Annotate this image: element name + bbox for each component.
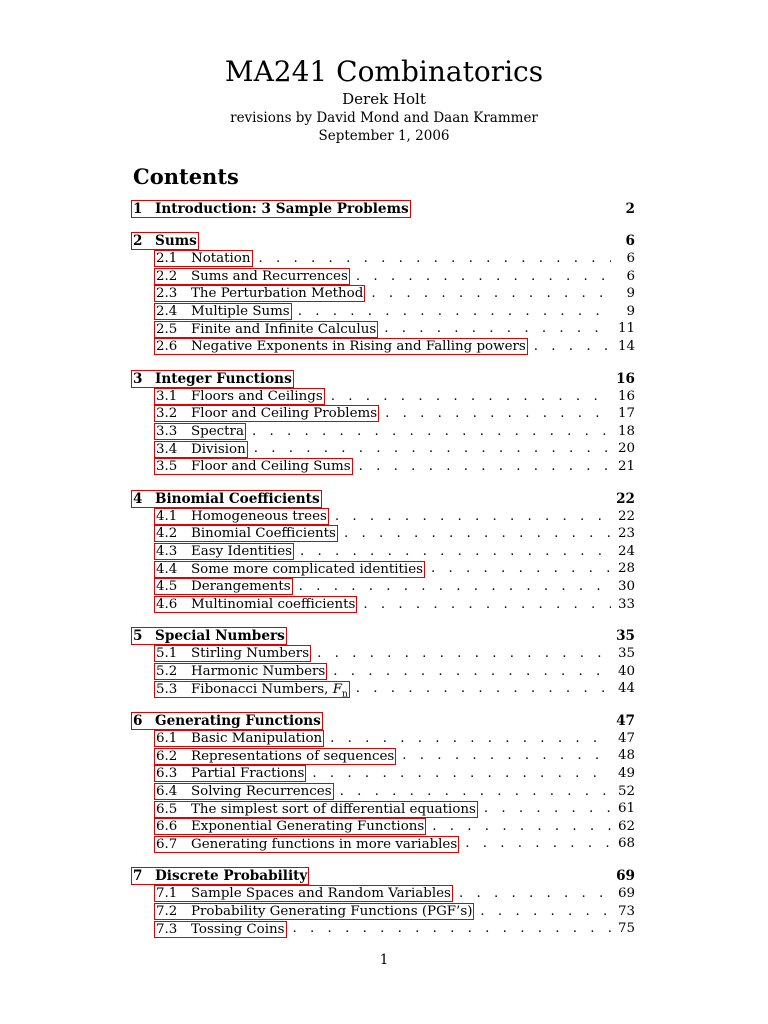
toc-subsection-page: 16 xyxy=(617,388,635,404)
toc-subsection-title: Floor and Ceiling Sums xyxy=(191,459,351,475)
dot-leader xyxy=(480,903,611,921)
toc-subsection-number: 6.6 xyxy=(156,819,178,835)
toc-subsection-row xyxy=(131,440,635,458)
dot-leader xyxy=(254,440,611,458)
toc-subsection-page: 9 xyxy=(626,303,635,319)
document-author: Derek Holt xyxy=(342,90,426,108)
toc-section-page: 6 xyxy=(625,233,635,249)
toc-subsection-row xyxy=(131,423,635,441)
toc-subsection-title: Negative Exponents in Rising and Falling powers xyxy=(191,339,526,355)
toc-subsection-title: Stirling Numbers xyxy=(191,646,310,662)
toc-section-title: Special Numbers xyxy=(155,628,285,645)
toc-subsection-number: 3.1 xyxy=(156,388,178,404)
toc-subsection-link[interactable] xyxy=(154,885,453,902)
toc-subsection-row xyxy=(131,303,635,321)
toc-subsection-link[interactable] xyxy=(154,783,334,800)
toc-subsection-number: 3.5 xyxy=(156,459,178,475)
toc-subsection-row xyxy=(131,268,635,286)
toc-subsection-row xyxy=(131,680,635,698)
dot-leader xyxy=(459,885,611,903)
toc-section-number: 5 xyxy=(133,628,143,645)
dot-leader xyxy=(252,423,611,441)
dot-leader xyxy=(333,663,611,681)
toc-subsection-title: Finite and Infinite Calculus xyxy=(191,321,377,337)
toc-subsection-link[interactable] xyxy=(154,765,306,782)
toc-subsection-page: 52 xyxy=(617,783,635,799)
toc-subsection-row xyxy=(131,903,635,921)
toc-subsection-page: 21 xyxy=(617,458,635,474)
toc-subsection-link[interactable] xyxy=(154,268,350,285)
toc-subsection-number: 3.3 xyxy=(156,424,178,440)
toc-subsection-number: 2.5 xyxy=(156,321,178,337)
toc-section-title: Introduction: 3 Sample Problems xyxy=(155,201,409,217)
toc-subsection-page: 18 xyxy=(617,423,635,439)
toc-subsection-number: 3.4 xyxy=(156,441,178,457)
dot-leader xyxy=(465,835,611,853)
toc-subsection-title: Floors and Ceilings xyxy=(191,388,323,404)
toc-subsection-link[interactable] xyxy=(154,303,292,320)
document-date: September 1, 2006 xyxy=(318,128,450,144)
toc-subsection-page: 75 xyxy=(617,921,635,937)
toc-subsection-row xyxy=(131,645,635,663)
toc-section-row xyxy=(131,627,635,645)
toc-subsection-row xyxy=(131,920,635,938)
toc-section-page: 2 xyxy=(625,201,635,217)
toc-subsection-title: Exponential Generating Functions xyxy=(191,819,425,835)
toc-section-title: Discrete Probability xyxy=(155,868,308,885)
dot-leader xyxy=(317,645,611,663)
toc-subsection-row xyxy=(131,885,635,903)
toc-subsection-title: Representations of sequences xyxy=(191,748,395,764)
dot-leader xyxy=(344,525,611,543)
toc-subsection-link[interactable] xyxy=(154,338,528,355)
toc-subsection-row xyxy=(131,663,635,681)
dot-leader xyxy=(363,596,611,614)
toc-section-number: 6 xyxy=(133,712,143,729)
toc-subsection-link[interactable] xyxy=(154,285,365,302)
toc-subsection-page: 14 xyxy=(617,338,635,354)
toc-section-title: Binomial Coefficients xyxy=(155,490,320,507)
toc-section-page: 47 xyxy=(616,712,635,729)
toc-subsection-page: 35 xyxy=(617,646,635,662)
toc-subsection-page: 44 xyxy=(617,681,635,697)
toc-section-link[interactable] xyxy=(131,200,411,218)
toc-section-link[interactable] xyxy=(131,712,323,730)
toc-subsection-number: 6.1 xyxy=(156,731,178,747)
toc-subsection-number: 7.1 xyxy=(156,886,178,902)
toc-subsection-link[interactable] xyxy=(154,663,327,680)
toc-subsection-number: 2.1 xyxy=(156,251,178,267)
toc-subsection-page: 28 xyxy=(617,561,635,577)
math-subscript: n xyxy=(341,689,348,698)
toc-subsection-title: Fibonacci Numbers, xyxy=(191,681,333,697)
toc-section-number: 7 xyxy=(133,868,143,885)
toc-subsection-number: 2.3 xyxy=(156,286,178,302)
toc-subsection-page: 24 xyxy=(617,543,635,559)
toc-section xyxy=(131,712,635,853)
toc-subsection-page: 62 xyxy=(617,818,635,834)
dot-leader xyxy=(331,388,611,406)
toc-subsection-page: 49 xyxy=(617,766,635,782)
toc-subsection-title: Harmonic Numbers xyxy=(191,663,326,679)
toc-subsection-row xyxy=(131,560,635,578)
toc-subsection-row xyxy=(131,543,635,561)
toc-section-number: 1 xyxy=(133,201,143,217)
toc-subsection-title: Multiple Sums xyxy=(191,304,290,320)
toc-subsection-row xyxy=(131,765,635,783)
dot-leader xyxy=(356,268,611,286)
toc-subsection-row xyxy=(131,250,635,268)
toc-subsection-link[interactable] xyxy=(154,748,396,765)
toc-subsection-number: 6.3 xyxy=(156,766,178,782)
toc-subsection-title: Division xyxy=(191,441,246,457)
toc-section xyxy=(131,490,635,614)
toc-subsection-link[interactable] xyxy=(154,405,379,422)
toc-section-link[interactable] xyxy=(131,627,287,645)
toc-section xyxy=(131,627,635,698)
toc-subsection-row xyxy=(131,388,635,406)
toc-section-title: Generating Functions xyxy=(155,712,321,729)
toc-section-row xyxy=(131,712,635,730)
toc-subsection-title: Multinomial coefficients xyxy=(191,596,356,612)
dot-leader xyxy=(330,730,611,748)
toc-subsection-number: 5.3 xyxy=(156,681,178,697)
toc-subsection-row xyxy=(131,747,635,765)
toc-subsection-row xyxy=(131,835,635,853)
toc-subsection-page: 30 xyxy=(617,578,635,594)
dot-leader xyxy=(340,783,611,801)
dot-leader xyxy=(402,747,611,765)
dot-leader xyxy=(359,458,611,476)
toc-section-link[interactable] xyxy=(131,490,322,508)
toc-section-row xyxy=(131,370,635,388)
toc-subsection-title: Spectra xyxy=(191,424,244,440)
toc-section-page: 16 xyxy=(616,370,635,387)
toc-subsection-row xyxy=(131,320,635,338)
toc-subsection-link[interactable] xyxy=(154,561,425,578)
toc-subsection-number: 3.2 xyxy=(156,406,178,422)
toc-subsection-row xyxy=(131,730,635,748)
toc-subsection-page: 6 xyxy=(626,268,635,284)
toc-subsection-link[interactable] xyxy=(154,730,324,747)
toc-subsection-link[interactable] xyxy=(154,818,426,835)
toc-subsection-row xyxy=(131,285,635,303)
toc-subsection-row xyxy=(131,800,635,818)
toc-subsection-row xyxy=(131,338,635,356)
page-number: 1 xyxy=(379,952,389,968)
toc-subsection-link[interactable] xyxy=(154,423,246,440)
dot-leader xyxy=(371,285,611,303)
dot-leader xyxy=(384,320,611,338)
toc-subsection-link[interactable] xyxy=(154,578,293,595)
toc-section-title: Sums xyxy=(155,233,197,249)
toc-section-link[interactable] xyxy=(131,867,309,885)
toc-subsection-number: 4.5 xyxy=(156,579,178,595)
toc-subsection-link[interactable] xyxy=(154,645,311,662)
toc-subsection-number: 2.2 xyxy=(156,268,178,284)
toc-subsection-title: Sample Spaces and Random Variables xyxy=(191,886,451,902)
toc-subsection-row xyxy=(131,818,635,836)
toc-subsection-link[interactable] xyxy=(154,921,287,938)
toc-section xyxy=(131,232,635,356)
toc-subsection-link[interactable] xyxy=(154,250,253,267)
toc-subsection-link[interactable] xyxy=(154,903,474,920)
document-title: MA241 Combinatorics xyxy=(224,55,544,88)
toc-subsection-page: 68 xyxy=(617,836,635,852)
toc-subsection-title: Notation xyxy=(191,251,251,267)
toc-subsection-page: 17 xyxy=(617,406,635,422)
toc-section-row xyxy=(131,232,635,250)
toc-subsection-page: 47 xyxy=(617,730,635,746)
toc-subsection-link[interactable] xyxy=(154,596,357,613)
dot-leader xyxy=(298,303,611,321)
toc-subsection-row xyxy=(131,783,635,801)
toc-subsection-number: 6.4 xyxy=(156,783,178,799)
toc-subsection-number: 4.6 xyxy=(156,596,178,612)
toc-subsection-row xyxy=(131,458,635,476)
dot-leader xyxy=(534,338,611,356)
toc-section xyxy=(131,200,635,218)
toc-subsection-link[interactable] xyxy=(154,543,294,560)
toc-subsection-number: 7.3 xyxy=(156,921,178,937)
toc-subsection-link[interactable] xyxy=(154,441,248,458)
dot-leader xyxy=(299,578,611,596)
toc-subsection-title: Tossing Coins xyxy=(191,921,285,937)
toc-subsection-title: Homogeneous trees xyxy=(191,508,327,524)
dot-leader xyxy=(300,543,611,561)
toc-subsection-number: 4.3 xyxy=(156,544,178,560)
dot-leader xyxy=(356,680,611,698)
toc-subsection-row xyxy=(131,525,635,543)
toc-section-row xyxy=(131,200,635,218)
toc-subsection-number: 4.1 xyxy=(156,508,178,524)
toc-subsection-link[interactable] xyxy=(154,801,478,818)
toc-subsection-title: Solving Recurrences xyxy=(191,783,332,799)
toc-subsection-title: Basic Manipulation xyxy=(191,731,323,747)
toc-subsection-title: Derangements xyxy=(191,579,291,595)
toc-subsection-page: 6 xyxy=(626,251,635,266)
dot-leader xyxy=(293,920,611,938)
contents-heading: Contents xyxy=(133,164,239,189)
toc-subsection-title: The Perturbation Method xyxy=(191,286,364,302)
toc-subsection-number: 2.4 xyxy=(156,304,178,320)
toc-subsection-title: Generating functions in more variables xyxy=(191,836,458,852)
toc-subsection-title: Binomial Coefficients xyxy=(191,526,336,542)
toc-section-row xyxy=(131,867,635,885)
toc-subsection-row xyxy=(131,578,635,596)
toc-subsection-link[interactable] xyxy=(154,508,329,525)
document-revisions: revisions by David Mond and Daan Krammer xyxy=(230,110,538,126)
toc-subsection-number: 6.7 xyxy=(156,836,178,852)
toc-subsection-link[interactable] xyxy=(154,458,353,475)
toc-subsection-page: 48 xyxy=(617,748,635,764)
toc-subsection-number: 5.2 xyxy=(156,663,178,679)
table-of-contents xyxy=(131,200,635,952)
toc-subsection-page: 22 xyxy=(617,508,635,524)
toc-section xyxy=(131,370,635,476)
toc-subsection-page: 40 xyxy=(617,663,635,679)
toc-subsection-title: Floor and Ceiling Problems xyxy=(191,406,378,422)
toc-subsection-number: 4.2 xyxy=(156,526,178,542)
toc-subsection-row xyxy=(131,508,635,526)
toc-subsection-number: 4.4 xyxy=(156,561,178,577)
dot-leader xyxy=(484,800,611,818)
dot-leader xyxy=(312,765,611,783)
toc-section-number: 4 xyxy=(133,490,143,507)
toc-section-page: 22 xyxy=(616,490,635,507)
dot-leader xyxy=(431,560,611,578)
toc-section xyxy=(131,867,635,938)
toc-subsection-number: 6.2 xyxy=(156,748,178,764)
toc-section-number: 3 xyxy=(133,370,143,387)
toc-subsection-link[interactable] xyxy=(154,836,459,853)
toc-subsection-page: 9 xyxy=(626,286,635,302)
toc-subsection-number: 5.1 xyxy=(156,646,178,662)
toc-subsection-page: 23 xyxy=(617,526,635,542)
dot-leader xyxy=(432,818,611,836)
toc-section-number: 2 xyxy=(133,233,143,249)
toc-subsection-link[interactable] xyxy=(154,388,325,405)
toc-subsection-title: Sums and Recurrences xyxy=(191,268,348,284)
toc-section-page: 35 xyxy=(616,628,635,645)
toc-section-link[interactable] xyxy=(131,232,199,250)
toc-subsection-number: 6.5 xyxy=(156,801,178,817)
toc-section-title: Integer Functions xyxy=(155,370,292,387)
dot-leader xyxy=(335,508,611,526)
toc-section-row xyxy=(131,490,635,508)
toc-subsection-page: 61 xyxy=(617,801,635,817)
toc-subsection-page: 11 xyxy=(617,321,635,337)
toc-subsection-title: Some more complicated identities xyxy=(191,561,423,577)
toc-subsection-page: 69 xyxy=(617,886,635,902)
toc-subsection-title: The simplest sort of differential equations xyxy=(191,801,476,817)
toc-subsection-number: 2.6 xyxy=(156,339,178,355)
toc-section-page: 69 xyxy=(616,868,635,885)
dot-leader xyxy=(259,250,612,268)
toc-subsection-title: Partial Fractions xyxy=(191,766,305,782)
title-block xyxy=(0,54,768,145)
toc-subsection-row xyxy=(131,596,635,614)
toc-section-link[interactable] xyxy=(131,370,294,388)
math-variable: F xyxy=(332,681,342,697)
toc-subsection-page: 73 xyxy=(617,903,635,919)
toc-subsection-link[interactable] xyxy=(154,321,378,338)
toc-subsection-link[interactable] xyxy=(154,525,338,542)
toc-subsection-row xyxy=(131,405,635,423)
toc-subsection-number: 7.2 xyxy=(156,903,178,919)
toc-subsection-link[interactable] xyxy=(154,681,350,698)
toc-subsection-title: Easy Identities xyxy=(191,544,292,560)
dot-leader xyxy=(385,405,611,423)
toc-subsection-title: Probability Generating Functions (PGF’s) xyxy=(191,903,473,919)
toc-subsection-page: 33 xyxy=(617,596,635,612)
toc-subsection-page: 20 xyxy=(617,441,635,457)
